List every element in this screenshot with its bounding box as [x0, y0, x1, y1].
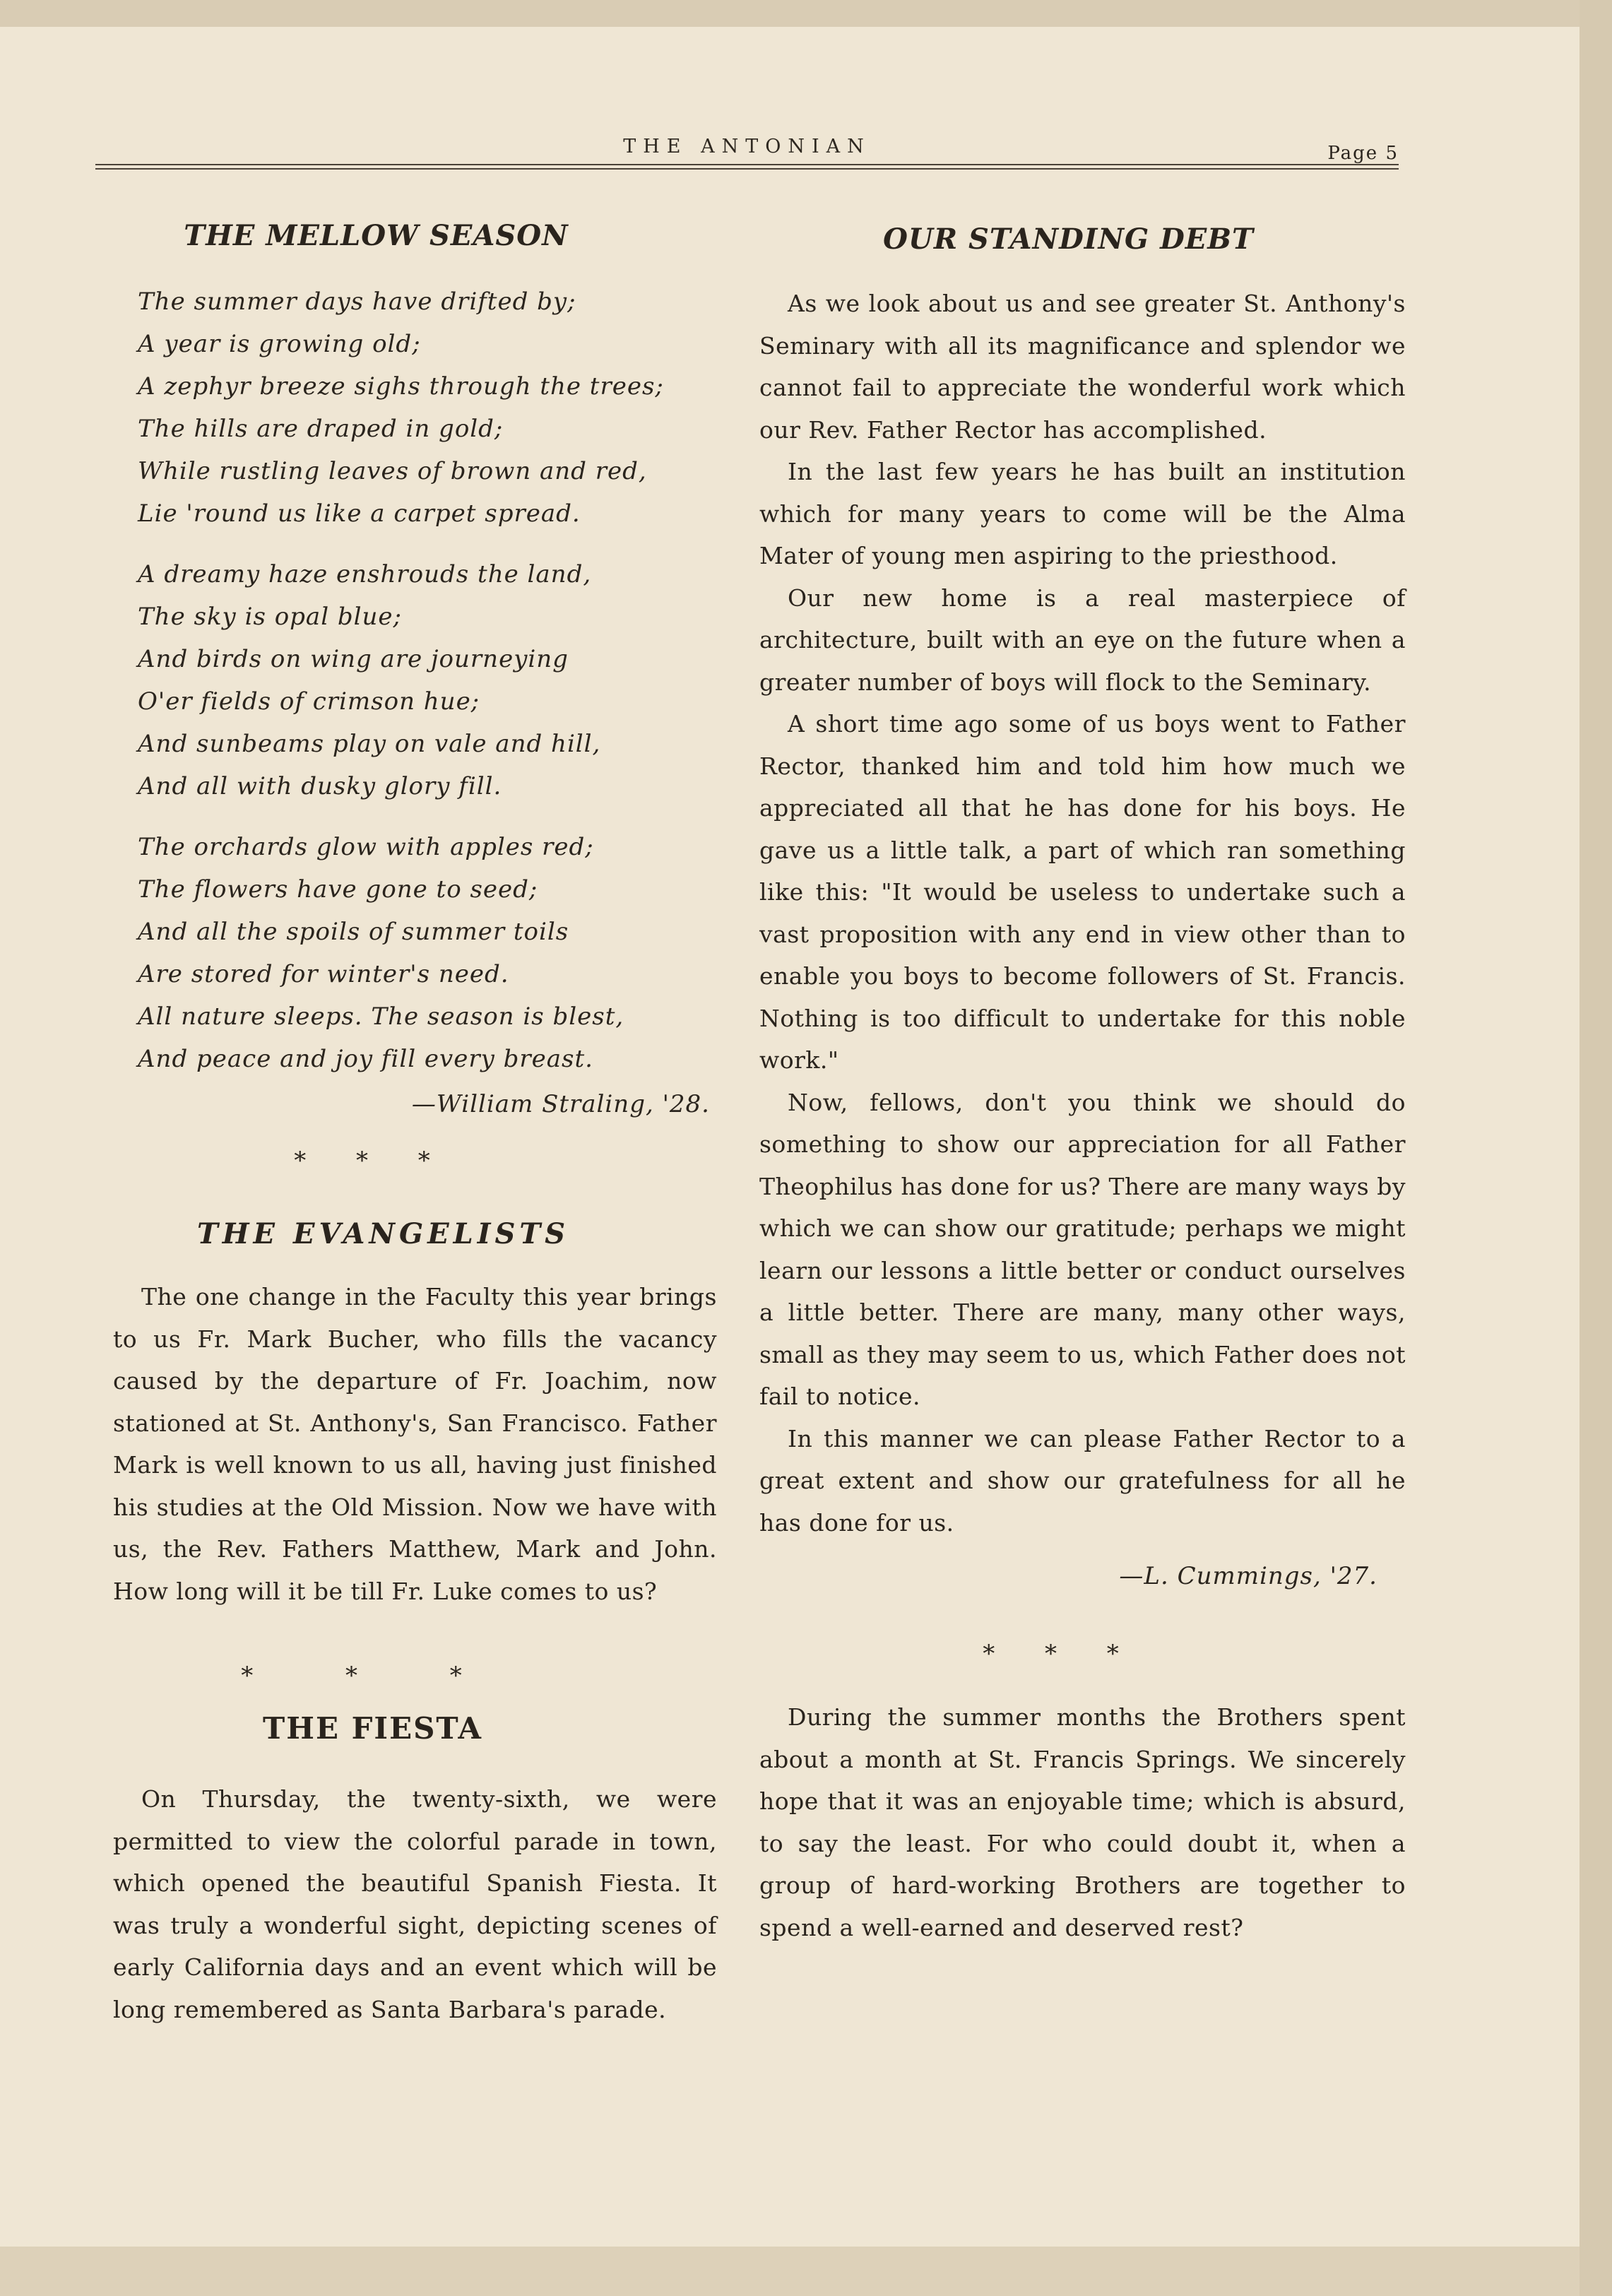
- poem-line: And all the spoils of summer toils: [138, 918, 569, 946]
- poem-line: O'er fields of crimson hue;: [138, 687, 480, 716]
- evangelists-paragraph: The one change in the Faculty this year brings to us Fr. Mark Bucher, who fills the vacancy caused by the departure of Fr. Joachim, now stationed at St. Anthony's, San Francisco. Father Mark is well known to us all, having just finished his studies at the Old Mission. Now we have with us, the Rev. Fathers Matthew, Mark and John. How long will it be till Fr. Luke comes to us?: [113, 1283, 717, 1605]
- poem-line: The hills are draped in gold;: [138, 415, 504, 443]
- section-separator: * * *: [983, 1640, 1140, 1668]
- evangelists-title: THE EVANGELISTS: [196, 1217, 569, 1250]
- debt-paragraph: Our new home is a real masterpiece of architecture, built with an eye on the future when a greater number of boys will flock to the Seminary.: [759, 584, 1406, 696]
- debt-paragraph: In the last few years he has built an institution which for many years to come will be the Alma Mater of young men aspiring to the priesthood.: [759, 458, 1406, 569]
- poem-line: The orchards glow with apples red;: [138, 833, 594, 861]
- poem-line: A dreamy haze enshrouds the land,: [138, 560, 592, 588]
- poem-line: The flowers have gone to seed;: [138, 875, 538, 904]
- publication-title: THE ANTONIAN: [623, 136, 871, 158]
- scan-bottom-edge: [0, 2247, 1612, 2296]
- debt-paragraph: In this manner we can please Father Rector to a great extent and show our gratefulness for all he has done for us.: [759, 1424, 1406, 1537]
- poem-author: —William Straling, '28.: [411, 1090, 710, 1118]
- right-column: [759, 205, 1406, 1948]
- poem-line: A year is growing old;: [138, 330, 421, 358]
- poem-line: A zephyr breeze sighs through the trees;: [138, 372, 664, 401]
- poem-line: While rustling leaves of brown and red,: [138, 457, 647, 485]
- poem-line: All nature sleeps. The season is blest,: [138, 1002, 624, 1031]
- fiesta-paragraph: On Thursday, the twenty-sixth, we were permitted to view the colorful parade in town, which opened the beautiful Spanish Fiesta. It was truly a wonderful sight, depicting scenes of early California days and an event which will be long remembered as Santa Barbara's parade.: [113, 1785, 717, 2023]
- poem-line: And sunbeams play on vale and hill,: [138, 730, 601, 758]
- header-rule: [95, 164, 1399, 165]
- poem-line: The sky is opal blue;: [138, 603, 402, 631]
- debt-author: —L. Cummings, '27.: [1119, 1562, 1377, 1590]
- debt-paragraph: A short time ago some of us boys went to Father Rector, thanked him and told him how much we appreciated all that he has done for his boys. He gave us a little talk, a part of which ran something like this: "It would be useless to undertake such a vast proposition with any end in view other than to enable you boys to become followers of St. Francis. Nothing is too difficult to undertake for this noble work.": [759, 710, 1406, 1074]
- poem-title: THE MELLOW SEASON: [184, 219, 569, 252]
- page-number: Page 5: [1327, 143, 1399, 164]
- poem-line: And birds on wing are journeying: [138, 645, 569, 673]
- poem-line: And peace and joy fill every breast.: [138, 1045, 593, 1073]
- fiesta-title: THE FIESTA: [263, 1711, 482, 1746]
- left-column: [113, 205, 724, 2030]
- debt-paragraph: Now, fellows, don't you think we should do something to show our appreciation for all Father Theophilus has done for us? There are many ways by which we can show our gratitude; perhaps we might learn our lessons a little better or conduct ourselves a little better. There are many, many other ways, small as they may seem to us, which Father does not fail to notice.: [759, 1088, 1406, 1410]
- scan-right-edge: [1580, 0, 1612, 2296]
- section-separator: * * *: [241, 1662, 504, 1690]
- poem-line: Are stored for winter's need.: [138, 960, 509, 988]
- poem-line: The summer days have drifted by;: [138, 288, 576, 316]
- debt-title: OUR STANDING DEBT: [883, 223, 1254, 256]
- poem-line: Lie 'round us like a carpet spread.: [138, 499, 581, 528]
- brothers-paragraph: During the summer months the Brothers spent about a month at St. Francis Springs. We sincerely hope that it was an enjoyable time; which is absurd, to say the least. For who could doubt it, when a group of hard-working Brothers are together to spend a well-earned and deserved rest?: [759, 1703, 1406, 1941]
- section-separator: * * *: [294, 1147, 451, 1175]
- poem-stanza: [138, 280, 724, 535]
- running-header: [95, 133, 1399, 175]
- scan-top-edge: [0, 0, 1612, 27]
- poem: [138, 280, 724, 1080]
- poem-line: And all with dusky glory fill.: [138, 772, 502, 800]
- poem-stanza: [138, 826, 724, 1080]
- debt-paragraph: As we look about us and see greater St. Anthony's Seminary with all its magnificance and splendor we cannot fail to appreciate the wonderful work which our Rev. Father Rector has accomplished.: [759, 290, 1406, 444]
- poem-stanza: [138, 553, 724, 807]
- debt-article: [759, 283, 1406, 1544]
- header-rule: [95, 168, 1399, 170]
